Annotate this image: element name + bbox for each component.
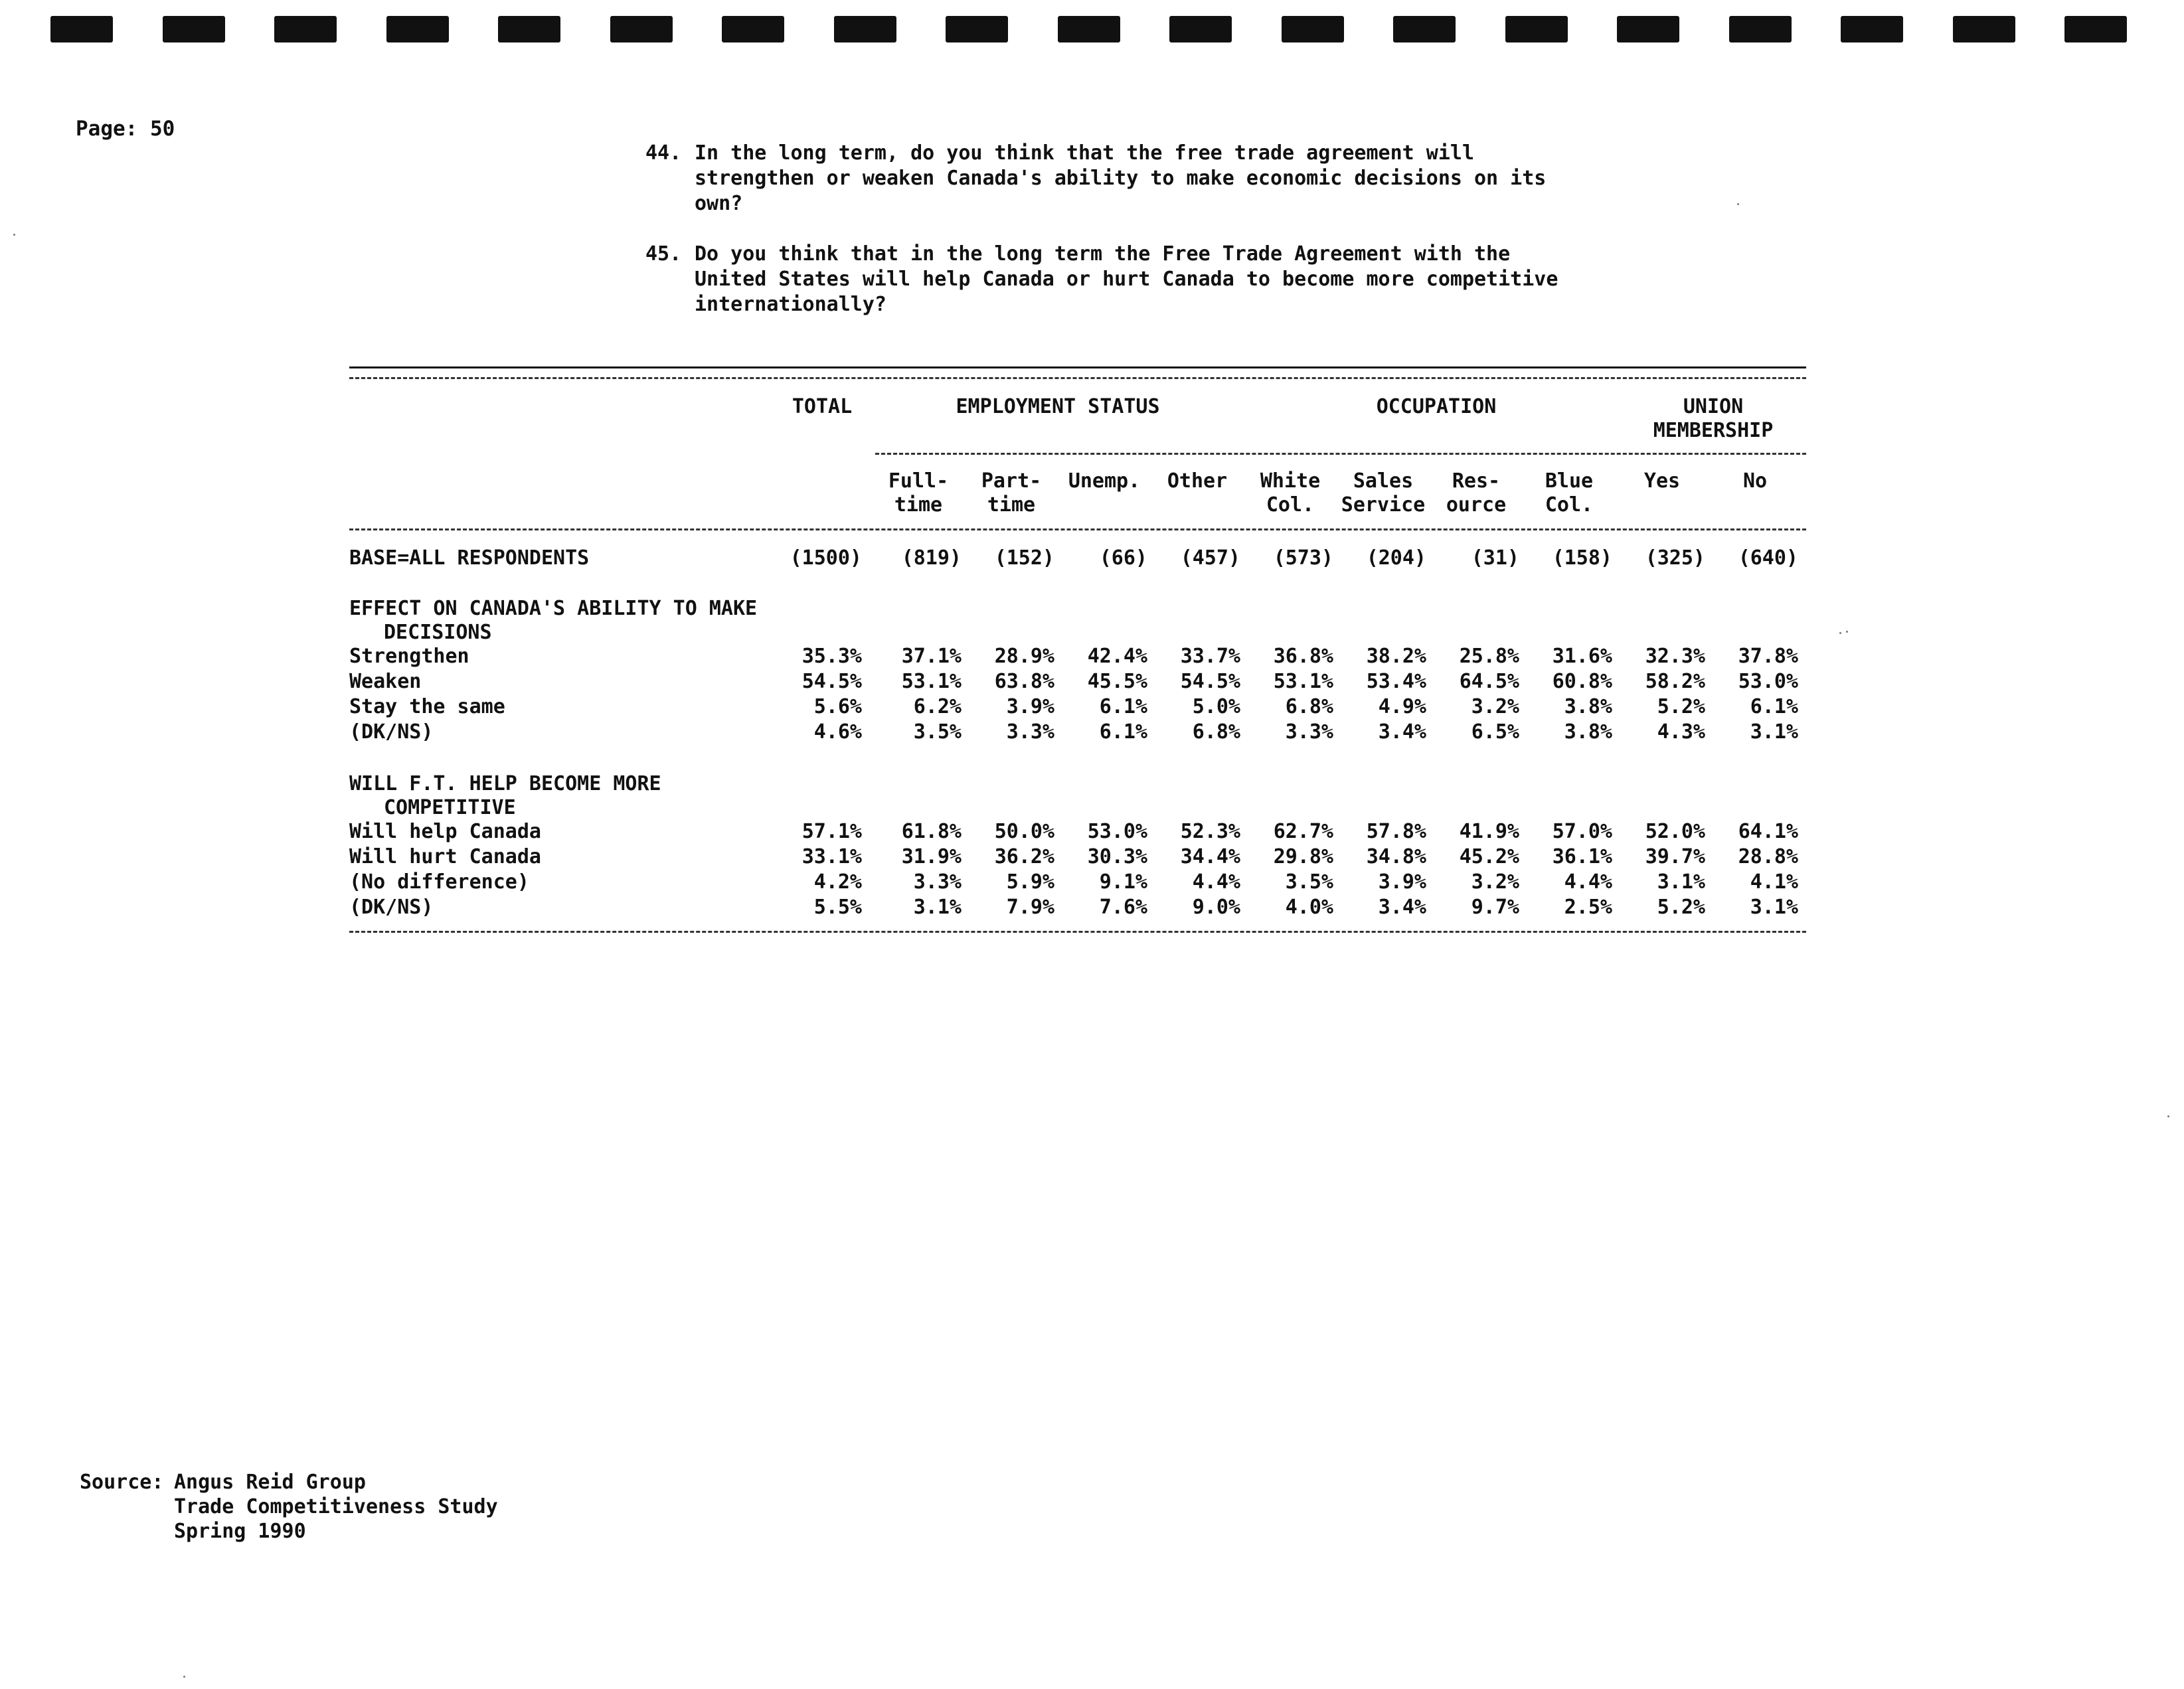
table-top-rule	[349, 366, 1806, 368]
percent-cell: 37.8%	[1738, 645, 1798, 668]
perforation-strip	[50, 16, 2142, 42]
percent-cell: 4.3%	[1657, 720, 1705, 744]
percent-cell: 6.8%	[1192, 720, 1240, 744]
perforation-hole	[1169, 16, 1232, 42]
scan-speck	[1737, 203, 1739, 205]
percent-cell: 53.0%	[1087, 820, 1147, 843]
base-count-cell: (152)	[994, 546, 1054, 570]
section-title: EFFECT ON CANADA'S ABILITY TO MAKE	[349, 597, 758, 620]
source-note	[80, 1470, 498, 1544]
base-count-cell: (640)	[1738, 546, 1798, 570]
percent-cell: 36.8%	[1273, 645, 1333, 668]
perforation-hole	[386, 16, 449, 42]
source-line: Trade Competitiveness Study	[174, 1495, 498, 1518]
percent-cell: 52.0%	[1645, 820, 1705, 843]
percent-cell: 53.1%	[1273, 670, 1333, 693]
percent-cell: 7.9%	[1006, 896, 1054, 919]
question-44	[645, 141, 1588, 216]
percent-cell: 29.8%	[1273, 845, 1333, 868]
percent-cell: 3.5%	[1285, 870, 1333, 894]
row-label: Strengthen	[349, 645, 469, 668]
perforation-hole	[722, 16, 784, 42]
question-number: 44.	[645, 141, 682, 165]
percent-cell: 34.8%	[1366, 845, 1426, 868]
column-header: Unemp.	[1068, 469, 1141, 493]
source-prefix: Source:	[80, 1471, 164, 1494]
source-line: Angus Reid Group	[174, 1471, 366, 1494]
percent-cell: 54.5%	[1180, 670, 1240, 693]
percent-cell: 4.9%	[1378, 695, 1426, 718]
percent-cell: 57.1%	[801, 820, 862, 843]
percent-cell: 7.6%	[1099, 896, 1147, 919]
percent-cell: 4.1%	[1750, 870, 1798, 894]
perforation-hole	[946, 16, 1008, 42]
percent-cell: 38.2%	[1366, 645, 1426, 668]
scan-speck	[1846, 631, 1848, 633]
percent-cell: 36.1%	[1552, 845, 1612, 868]
percent-cell: 32.3%	[1645, 645, 1705, 668]
percent-cell: 3.8%	[1564, 720, 1612, 744]
percent-cell: 5.9%	[1006, 870, 1054, 894]
percent-cell: 4.0%	[1285, 896, 1333, 919]
column-header: Other	[1167, 469, 1228, 493]
percent-cell: 9.0%	[1192, 896, 1240, 919]
percent-cell: 3.2%	[1471, 695, 1519, 718]
percent-cell: 54.5%	[801, 670, 862, 693]
perforation-hole	[1393, 16, 1456, 42]
percent-cell: 3.2%	[1471, 870, 1519, 894]
column-header-cont: Col.	[1266, 493, 1315, 517]
percent-cell: 5.6%	[813, 695, 862, 718]
header-total: TOTAL	[792, 395, 853, 418]
table-bottom-rule	[349, 931, 1806, 933]
column-header-cont: ource	[1446, 493, 1507, 517]
perforation-hole	[274, 16, 337, 42]
scan-speck	[2167, 1115, 2169, 1117]
column-header: Full-	[888, 469, 949, 493]
column-header-cont: Col.	[1545, 493, 1594, 517]
percent-cell: 57.8%	[1366, 820, 1426, 843]
scan-speck	[1839, 632, 1841, 634]
source-line: Spring 1990	[174, 1520, 306, 1543]
percent-cell: 6.8%	[1285, 695, 1333, 718]
percent-cell: 39.7%	[1645, 845, 1705, 868]
percent-cell: 3.1%	[1657, 870, 1705, 894]
percent-cell: 3.9%	[1006, 695, 1054, 718]
row-label: (DK/NS)	[349, 720, 434, 744]
base-count-cell: (573)	[1273, 546, 1333, 570]
perforation-hole	[2064, 16, 2127, 42]
percent-cell: 61.8%	[901, 820, 962, 843]
base-count-cell: (1500)	[790, 546, 862, 570]
percent-cell: 3.4%	[1378, 720, 1426, 744]
percent-cell: 25.8%	[1459, 645, 1519, 668]
percent-cell: 3.1%	[1750, 720, 1798, 744]
base-count-cell: (819)	[901, 546, 962, 570]
perforation-hole	[50, 16, 113, 42]
percent-cell: 3.3%	[1006, 720, 1054, 744]
percent-cell: 52.3%	[1180, 820, 1240, 843]
percent-cell: 6.1%	[1099, 695, 1147, 718]
subheader-rule	[875, 453, 1806, 455]
percent-cell: 45.2%	[1459, 845, 1519, 868]
percent-cell: 53.0%	[1738, 670, 1798, 693]
percent-cell: 53.1%	[901, 670, 962, 693]
percent-cell: 45.5%	[1087, 670, 1147, 693]
header-bottom-rule	[349, 528, 1806, 530]
scan-speck	[13, 234, 15, 236]
percent-cell: 5.0%	[1192, 695, 1240, 718]
row-label: Stay the same	[349, 695, 505, 718]
percent-cell: 62.7%	[1273, 820, 1333, 843]
percent-cell: 5.5%	[813, 896, 862, 919]
percent-cell: 3.4%	[1378, 896, 1426, 919]
percent-cell: 3.1%	[1750, 896, 1798, 919]
perforation-hole	[498, 16, 560, 42]
percent-cell: 42.4%	[1087, 645, 1147, 668]
section-title: WILL F.T. HELP BECOME MORE	[349, 772, 661, 795]
perforation-hole	[1505, 16, 1568, 42]
header-employment-status: EMPLOYMENT STATUS	[956, 395, 1160, 418]
percent-cell: 33.7%	[1180, 645, 1240, 668]
base-count-cell: (31)	[1471, 546, 1519, 570]
percent-cell: 30.3%	[1087, 845, 1147, 868]
column-header: Sales	[1353, 469, 1414, 493]
base-label: BASE=ALL RESPONDENTS	[349, 546, 590, 570]
percent-cell: 3.1%	[913, 896, 962, 919]
percent-cell: 33.1%	[801, 845, 862, 868]
column-header: Yes	[1643, 469, 1681, 493]
row-label: (No difference)	[349, 870, 529, 894]
perforation-hole	[1841, 16, 1903, 42]
percent-cell: 9.7%	[1471, 896, 1519, 919]
percent-cell: 31.9%	[901, 845, 962, 868]
perforation-hole	[834, 16, 896, 42]
column-header-cont: time	[894, 493, 943, 517]
percent-cell: 64.1%	[1738, 820, 1798, 843]
percent-cell: 37.1%	[901, 645, 962, 668]
base-count-cell: (325)	[1645, 546, 1705, 570]
percent-cell: 28.9%	[994, 645, 1054, 668]
percent-cell: 60.8%	[1552, 670, 1612, 693]
percent-cell: 64.5%	[1459, 670, 1519, 693]
percent-cell: 53.4%	[1366, 670, 1426, 693]
percent-cell: 6.5%	[1471, 720, 1519, 744]
perforation-hole	[1729, 16, 1792, 42]
question-text: In the long term, do you think that the free trade agreement will strengthen or weaken Canada's ability to make economic decisions on its own?	[695, 141, 1547, 215]
perforation-hole	[610, 16, 673, 42]
row-label: Weaken	[349, 670, 422, 693]
percent-cell: 3.8%	[1564, 695, 1612, 718]
column-header: Part-	[981, 469, 1042, 493]
column-header: No	[1742, 469, 1768, 493]
percent-cell: 3.9%	[1378, 870, 1426, 894]
column-header: Res-	[1452, 469, 1501, 493]
percent-cell: 31.6%	[1552, 645, 1612, 668]
question-number: 45.	[645, 242, 682, 266]
percent-cell: 4.4%	[1564, 870, 1612, 894]
percent-cell: 6.1%	[1750, 695, 1798, 718]
question-text: Do you think that in the long term the Free Trade Agreement with the United States will help Canada or hurt Canada to become more competitive internationally?	[695, 242, 1558, 316]
header-occupation: OCCUPATION	[1376, 395, 1497, 418]
percent-cell: 63.8%	[994, 670, 1054, 693]
base-count-cell: (158)	[1552, 546, 1612, 570]
percent-cell: 36.2%	[994, 845, 1054, 868]
row-label: Will hurt Canada	[349, 845, 541, 868]
percent-cell: 58.2%	[1645, 670, 1705, 693]
base-count-cell: (204)	[1366, 546, 1426, 570]
percent-cell: 3.3%	[913, 870, 962, 894]
percent-cell: 2.5%	[1564, 896, 1612, 919]
section-title-cont: DECISIONS	[384, 621, 492, 644]
column-header-cont: time	[987, 493, 1036, 517]
page-number: Page: 50	[76, 117, 175, 141]
percent-cell: 4.2%	[813, 870, 862, 894]
header-union-line2: MEMBERSHIP	[1653, 419, 1774, 442]
percent-cell: 4.6%	[813, 720, 862, 744]
perforation-hole	[1953, 16, 2015, 42]
scan-speck	[183, 1676, 185, 1678]
column-header: Blue	[1545, 469, 1594, 493]
base-count-cell: (457)	[1180, 546, 1240, 570]
percent-cell: 35.3%	[801, 645, 862, 668]
percent-cell: 3.3%	[1285, 720, 1333, 744]
percent-cell: 57.0%	[1552, 820, 1612, 843]
percent-cell: 9.1%	[1099, 870, 1147, 894]
percent-cell: 28.8%	[1738, 845, 1798, 868]
percent-cell: 4.4%	[1192, 870, 1240, 894]
row-label: (DK/NS)	[349, 896, 434, 919]
question-45	[645, 242, 1588, 317]
header-union-line1: UNION	[1683, 395, 1744, 418]
percent-cell: 5.2%	[1657, 896, 1705, 919]
column-header-cont: Service	[1341, 493, 1426, 517]
perforation-hole	[1617, 16, 1679, 42]
base-count-cell: (66)	[1099, 546, 1147, 570]
section-title-cont: COMPETITIVE	[384, 796, 516, 819]
perforation-hole	[1282, 16, 1344, 42]
percent-cell: 6.2%	[913, 695, 962, 718]
perforation-hole	[1058, 16, 1120, 42]
percent-cell: 50.0%	[994, 820, 1054, 843]
percent-cell: 3.5%	[913, 720, 962, 744]
percent-cell: 6.1%	[1099, 720, 1147, 744]
percent-cell: 34.4%	[1180, 845, 1240, 868]
percent-cell: 5.2%	[1657, 695, 1705, 718]
column-header: White	[1260, 469, 1321, 493]
table-header-divider	[349, 377, 1806, 379]
percent-cell: 41.9%	[1459, 820, 1519, 843]
row-label: Will help Canada	[349, 820, 541, 843]
perforation-hole	[163, 16, 225, 42]
